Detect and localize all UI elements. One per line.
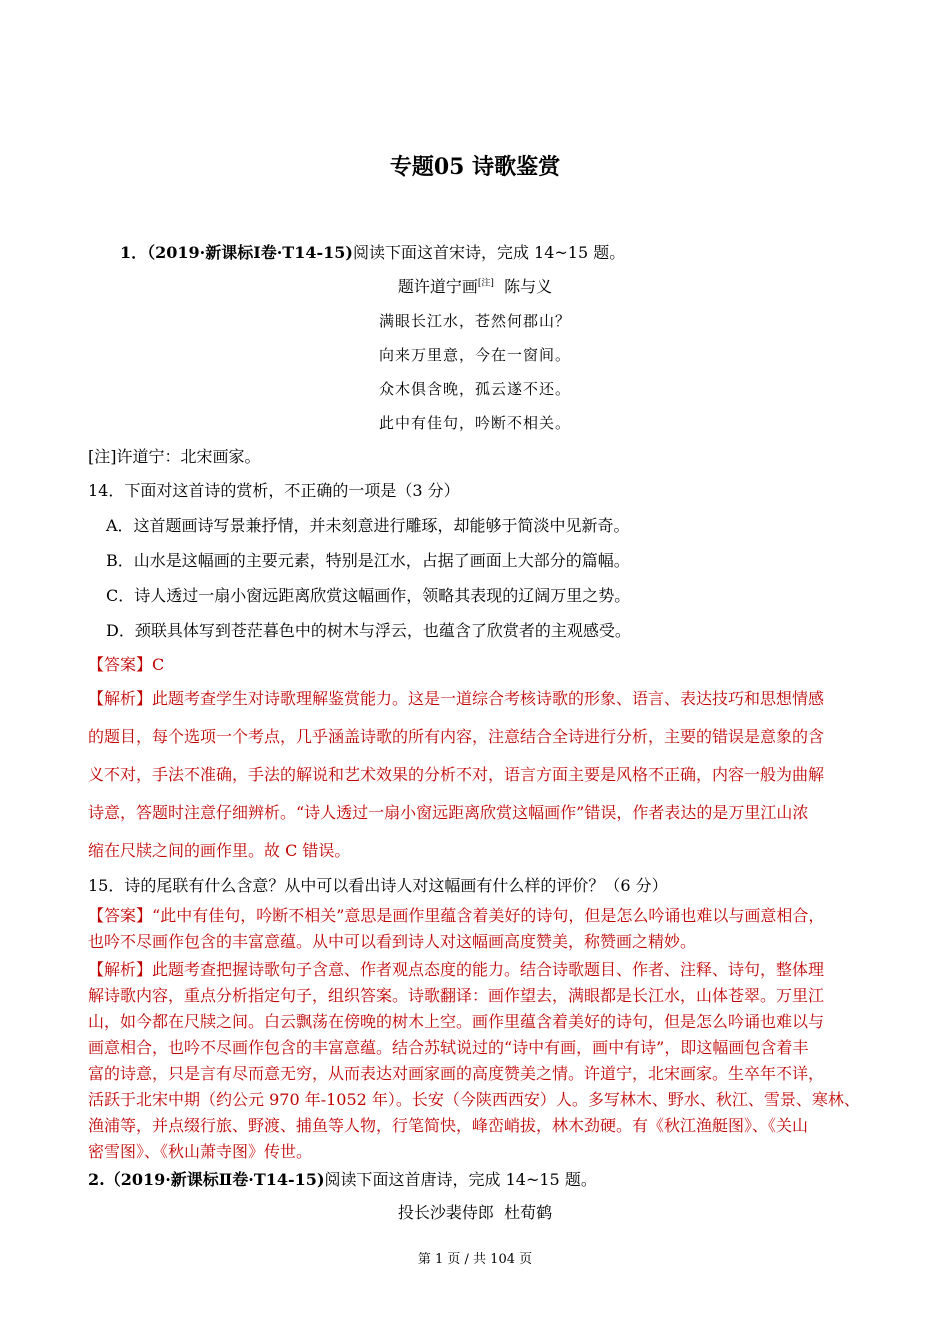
- analysis-15-line: 富的诗意，只是言有尽而意无穷，从而表达对画家画的高度赞美之情。许道宁，北宋画家。生卒年不详，: [88, 1064, 825, 1083]
- answer-15-line: 也吟不尽画作包含的丰富意蕴。从中可以看到诗人对这幅画高度赞美，称赞画之精妙。: [88, 932, 697, 951]
- analysis-14-line: [88, 686, 824, 709]
- poem-title: 题许道宁画: [397, 277, 478, 296]
- analysis-14-line: 义不对，手法不准确，手法的解说和艺术效果的分析不对，语言方面主要是风格不正确，内容一般为曲解: [88, 765, 825, 784]
- poem-title: 投长沙裴侍郎: [397, 1203, 494, 1222]
- analysis-text: 此题考查把握诗歌句子含意、作者观点态度的能力。结合诗歌题目、作者、注释、诗句，整体理: [152, 960, 825, 979]
- poem-line: 满眼长江水，苍然何郡山？: [378, 312, 571, 330]
- analysis-text: 此题考查学生对诗歌理解鉴赏能力。这是一道综合考核诗歌的形象、语言、表达技巧和思想情感: [152, 689, 825, 708]
- question-2-header: [88, 1167, 597, 1190]
- option-c: C．诗人透过一扇小窗远距离欣赏这幅画作，领略其表现的辽阔万里之势。: [106, 586, 631, 605]
- answer-value: C: [152, 655, 165, 674]
- option-d: D．颈联具体写到苍茫暮色中的树木与浮云，也蕴含了欣赏者的主观感受。: [106, 621, 631, 640]
- page-title: 专题05 诗歌鉴赏: [389, 154, 561, 180]
- analysis-15-line: 活跃于北宋中期（约公元 970 年-1052 年）。长安（今陕西西安）人。多写林木、野水、秋江、雪景、寒林、: [88, 1090, 860, 1109]
- poem-line: 此中有佳句，吟断不相关。: [378, 414, 571, 432]
- answer-label: 【答案】: [88, 906, 153, 925]
- analysis-label: 【解析】: [88, 960, 153, 979]
- answer-label: 【答案】: [88, 655, 153, 674]
- answer-text: “此中有佳句，吟断不相关”意思是画作里蕴含着美好的诗句，但是怎么吟诵也难以与画意相合，: [152, 906, 825, 925]
- poem-2-title-line: [0, 1200, 950, 1223]
- poem-author: 陈与义: [504, 277, 553, 296]
- analysis-15-line: [88, 957, 824, 980]
- question-number: 2.: [88, 1170, 105, 1189]
- analysis-15-line: 密雪图》、《秋山萧寺图》传世。: [88, 1142, 313, 1161]
- question-instruction: 阅读下面这首唐诗，完成 14~15 题。: [324, 1170, 597, 1189]
- question-source: （2019·新课标Ⅱ卷·T14-15): [104, 1170, 325, 1189]
- poem-title-line: [0, 274, 950, 297]
- question-14-stem: 14．下面对这首诗的赏析，不正确的一项是（3 分）: [88, 481, 460, 500]
- question-1-header: [120, 240, 625, 263]
- poem-author: 杜荀鹤: [504, 1203, 553, 1222]
- poem-line: 向来万里意，今在一窗间。: [378, 346, 571, 364]
- page-footer: 第 1 页 / 共 104 页: [417, 1252, 533, 1267]
- answer-15-line: [88, 903, 824, 926]
- option-a: A．这首题画诗写景兼抒情，并未刻意进行雕琢，却能够于简淡中见新奇。: [106, 516, 630, 535]
- analysis-15-line: 渔浦等，并点缀行旅、野渡、捕鱼等人物，行笔简快，峰峦峭拔，林木劲硬。有《秋江渔艇图》、《关山: [88, 1116, 809, 1135]
- answer-14: [88, 652, 164, 675]
- question-source: （2019·新课标Ⅰ卷·T14-15): [147, 243, 353, 262]
- analysis-14-line: 缩在尺牍之间的画作里。故 C 错误。: [88, 841, 351, 860]
- option-b: B．山水是这幅画的主要元素，特别是江水，占据了画面上大部分的篇幅。: [106, 551, 630, 570]
- question-number: 1．: [120, 243, 148, 262]
- analysis-15-line: 解诗歌内容，重点分析指定句子，组织答案。诗歌翻译：画作望去，满眼都是长江水，山体苍翠。万里江: [88, 986, 825, 1005]
- poem-note: [注]许道宁：北宋画家。: [88, 447, 261, 466]
- analysis-label: 【解析】: [88, 689, 153, 708]
- poem-note-mark: [注]: [477, 278, 494, 289]
- question-15-stem: 15．诗的尾联有什么含意？从中可以看出诗人对这幅画有什么样的评价？（6 分）: [88, 876, 668, 895]
- analysis-15-line: 画意相合，也吟不尽画作包含的丰富意蕴。结合苏轼说过的“诗中有画，画中有诗”，即这幅画包含着丰: [88, 1038, 809, 1057]
- analysis-15-line: 山，如今都在尺牍之间。白云飘荡在傍晚的树木上空。画作里蕴含着美好的诗句，但是怎么吟诵也难以与: [88, 1012, 825, 1031]
- analysis-14-line: 诗意，答题时注意仔细辨析。“诗人透过一扇小窗远距离欣赏这幅画作”错误，作者表达的是万里江山浓: [88, 803, 809, 822]
- question-instruction: 阅读下面这首宋诗，完成 14~15 题。: [352, 243, 626, 262]
- analysis-14-line: 的题目，每个选项一个考点，几乎涵盖诗歌的所有内容，注意结合全诗进行分析，主要的错误是意象的含: [88, 727, 825, 746]
- poem-line: 众木俱含晚，孤云遂不还。: [378, 380, 571, 398]
